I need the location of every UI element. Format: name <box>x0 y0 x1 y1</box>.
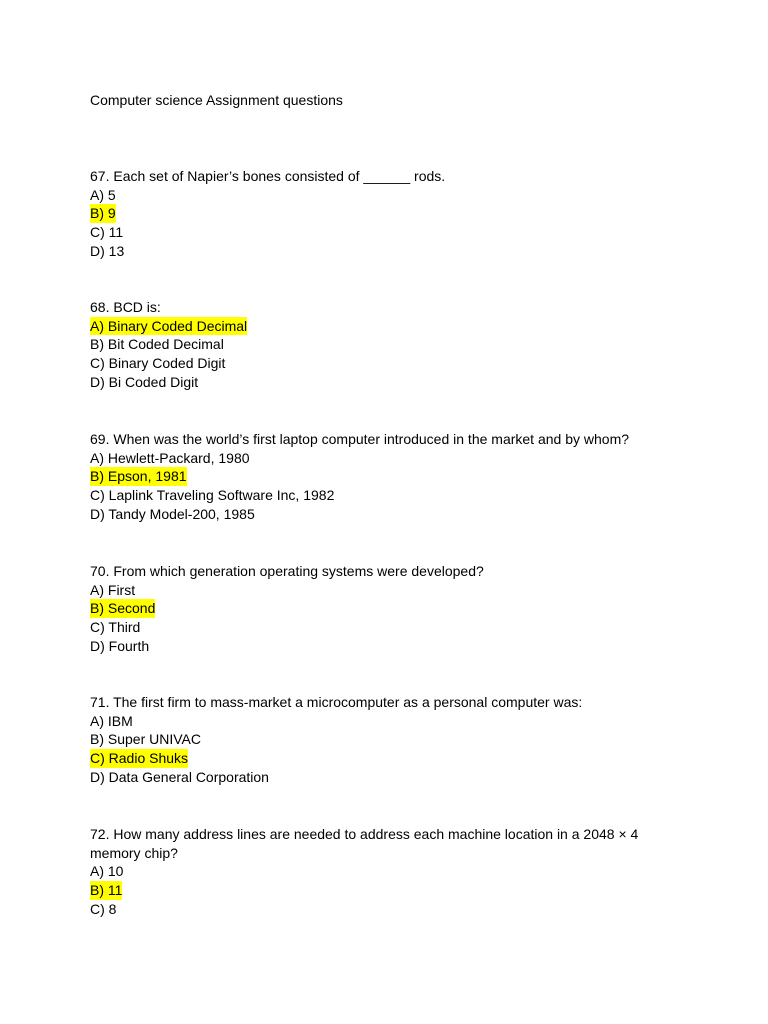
question-68 <box>90 298 670 392</box>
document-page <box>90 91 670 917</box>
option-a: A) 5 <box>90 186 116 203</box>
option-c: C) Third <box>90 619 141 636</box>
option-c: C) 8 <box>90 900 117 917</box>
question-67 <box>90 167 670 261</box>
option-d: D) Data General Corporation <box>90 768 269 785</box>
option-b-answer: B) Second <box>90 600 156 617</box>
option-d: D) Tandy Model-200, 1985 <box>90 505 255 522</box>
option-a-answer: A) Binary Coded Decimal <box>90 317 248 334</box>
question-text: 70. From which generation operating systems were developed? <box>90 563 484 579</box>
option-c: C) Laplink Traveling Software Inc, 1982 <box>90 487 335 504</box>
document-title: Computer science Assignment questions <box>90 92 343 108</box>
question-70 <box>90 562 670 656</box>
option-b: B) Super UNIVAC <box>90 731 201 748</box>
option-b-answer: B) 11 <box>90 882 123 899</box>
option-a: A) First <box>90 581 136 598</box>
option-c: C) Binary Coded Digit <box>90 355 226 372</box>
option-c-answer: C) Radio Shuks <box>90 750 189 767</box>
option-d: D) Bi Coded Digit <box>90 373 199 390</box>
question-text-line-2: memory chip? <box>90 844 178 861</box>
option-d: D) 13 <box>90 242 125 259</box>
option-b-answer: B) 9 <box>90 205 116 222</box>
question-71 <box>90 693 670 787</box>
question-69 <box>90 430 670 524</box>
option-a: A) IBM <box>90 712 133 729</box>
question-text: 68. BCD is: <box>90 299 161 315</box>
option-c: C) 11 <box>90 224 124 241</box>
option-d: D) Fourth <box>90 637 150 654</box>
option-a: A) Hewlett-Packard, 1980 <box>90 449 250 466</box>
question-text-line-1: 72. How many address lines are needed to address each machine location in a 2048 × 4 <box>90 826 639 842</box>
question-text: 71. The first firm to mass-market a microcomputer as a personal computer was: <box>90 694 583 710</box>
question-72 <box>90 825 670 919</box>
option-a: A) 10 <box>90 863 124 880</box>
question-text: 69. When was the world’s first laptop computer introduced in the market and by whom? <box>90 431 630 447</box>
question-text: 67. Each set of Napier’s bones consisted of ______ rods. <box>90 168 446 184</box>
option-b-answer: B) Epson, 1981 <box>90 468 187 485</box>
option-b: B) Bit Coded Decimal <box>90 336 224 353</box>
